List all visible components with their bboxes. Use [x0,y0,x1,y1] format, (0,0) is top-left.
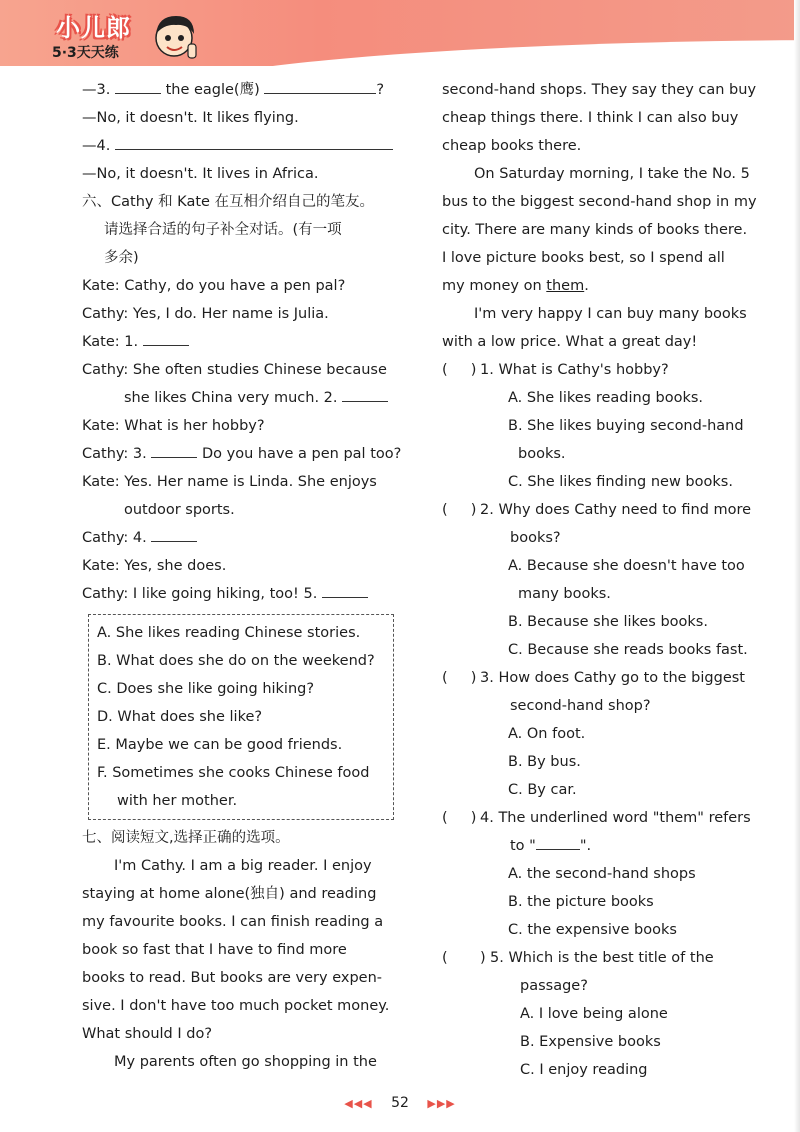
dialogue-line: Cathy: I like going hiking, too! 5. [82,580,400,608]
dialogue-line: she likes China very much. 2. [82,384,400,412]
passage-line: staying at home alone(独自) and reading [82,886,377,902]
mascot-boy-icon [150,8,202,68]
dialogue-line: Kate: 1. [82,328,400,356]
choice-option: C. She likes finding new books. [508,474,733,490]
option-item: E. Maybe we can be good friends. [97,737,343,753]
answer-bracket[interactable]: ( ) [442,950,486,966]
right-column [442,76,760,1084]
option-item: D. What does she like? [97,709,263,725]
section-six-instruction: 多余) [104,250,139,266]
options-box [88,614,394,820]
passage-line: my favourite books. I can finish reading a [82,914,384,930]
exercise-line: —4. [82,132,400,160]
answer-blank[interactable] [115,77,161,94]
passage-line: My parents often go shopping in the [114,1054,377,1070]
question-1: ( ) 1. What is Cathy's hobby? [442,356,760,384]
passage-line: with a low price. What a great day! [442,334,698,350]
choice-option: B. Because she likes books. [508,614,708,630]
choice-option: C. the expensive books [508,922,677,938]
section-six-instruction: 请选择合适的句子补全对话。(有一项 [104,222,342,238]
dialogue-line: Kate: Yes, she does. [82,558,227,574]
option-item: B. What does she do on the weekend? [97,653,375,669]
dialogue-line: Cathy: 4. [82,524,400,552]
question-2: ( ) 2. Why does Cathy need to find more [442,496,760,524]
page-footer [0,1095,800,1111]
answer-blank[interactable] [342,385,388,402]
dialogue-line: Kate: Yes. Her name is Linda. She enjoys [82,474,377,490]
option-item: A. She likes reading Chinese stories. [97,625,361,641]
passage-line: my money on them. [442,278,589,294]
passage-line: sive. I don't have too much pocket money. [82,998,390,1014]
answer-bracket[interactable]: ( ) [442,362,477,378]
passage-line: books to read. But books are very expen- [82,970,382,986]
passage-line: I'm Cathy. I am a big reader. I enjoy [114,858,372,874]
passage-line: What should I do? [82,1026,213,1042]
question-3: ( ) 3. How does Cathy go to the biggest [442,664,760,692]
choice-option: books. [518,446,566,462]
passage-line: second-hand shops. They say they can buy [442,82,757,98]
choice-option: A. On foot. [508,726,586,742]
dialogue-line: Cathy: She often studies Chinese because [82,362,387,378]
passage-line: city. There are many kinds of books there. [442,222,748,238]
section-six-heading: 六、Cathy 和 Kate 在互相介绍自己的笔友。 [82,194,375,210]
next-arrows-icon: ▶▶▶ [427,1097,456,1110]
answer-blank[interactable] [322,581,368,598]
choice-option: A. Because she doesn't have too [508,558,745,574]
passage-line: cheap things there. I think I can also buy [442,110,739,126]
option-item: with her mother. [117,793,238,809]
question-4-cont: to " ". [442,832,760,860]
answer-line: —No, it doesn't. It likes flying. [82,110,299,126]
choice-option: A. the second-hand shops [508,866,696,882]
answer-line: —No, it doesn't. It lives in Africa. [82,166,319,182]
answer-blank[interactable] [264,77,376,94]
answer-blank[interactable] [115,133,393,150]
exercise-line: —3. the eagle(鹰) ? [82,76,400,104]
choice-option: B. She likes buying second-hand [508,418,744,434]
passage-line: book so fast that I have to find more [82,942,347,958]
choice-option: A. I love being alone [520,1006,668,1022]
passage-line: bus to the biggest second-hand shop in my [442,194,757,210]
page-number: 52 [391,1095,409,1111]
answer-bracket[interactable]: ( ) [442,670,477,686]
question-5: ( ) 5. Which is the best title of the [442,944,760,972]
dialogue-line: outdoor sports. [124,502,235,518]
dialogue-line: Kate: What is her hobby? [82,418,265,434]
choice-option: C. By car. [508,782,577,798]
question-2-cont: books? [510,530,561,546]
passage-line: I'm very happy I can buy many books [474,306,747,322]
passage-line: I love picture books best, so I spend all [442,250,725,266]
option-item: F. Sometimes she cooks Chinese food [97,765,370,781]
answer-blank[interactable] [536,833,580,850]
answer-blank[interactable] [151,441,197,458]
choice-option: B. By bus. [508,754,581,770]
choice-option: C. Because she reads books fast. [508,642,748,658]
choice-option: A. She likes reading books. [508,390,704,406]
underlined-word: them [546,278,585,294]
option-item: C. Does she like going hiking? [97,681,315,697]
prev-arrows-icon: ◀◀◀ [344,1097,373,1110]
section-seven-heading: 七、阅读短文,选择正确的选项。 [82,830,290,846]
question-5-cont: passage? [520,978,588,994]
answer-bracket[interactable]: ( ) [442,502,477,518]
dialogue-line: Kate: Cathy, do you have a pen pal? [82,278,346,294]
question-4: ( ) 4. The underlined word "them" refers [442,804,760,832]
answer-blank[interactable] [151,525,197,542]
choice-option: B. Expensive books [520,1034,661,1050]
dialogue-line: Cathy: 3. Do you have a pen pal too? [82,440,400,468]
choice-option: many books. [518,586,611,602]
choice-option: C. I enjoy reading [520,1062,648,1078]
passage-line: cheap books there. [442,138,582,154]
choice-option: B. the picture books [508,894,654,910]
book-spine-shadow [794,0,800,1132]
brand-logo-title: 小儿郎 [56,14,131,42]
answer-bracket[interactable]: ( ) [442,810,477,826]
brand-logo-subtitle: 5·3天天练 [52,45,119,61]
dialogue-line: Cathy: Yes, I do. Her name is Julia. [82,306,329,322]
passage-line: On Saturday morning, I take the No. 5 [474,166,750,182]
question-3-cont: second-hand shop? [510,698,651,714]
left-column [82,76,400,1076]
answer-blank[interactable] [143,329,189,346]
